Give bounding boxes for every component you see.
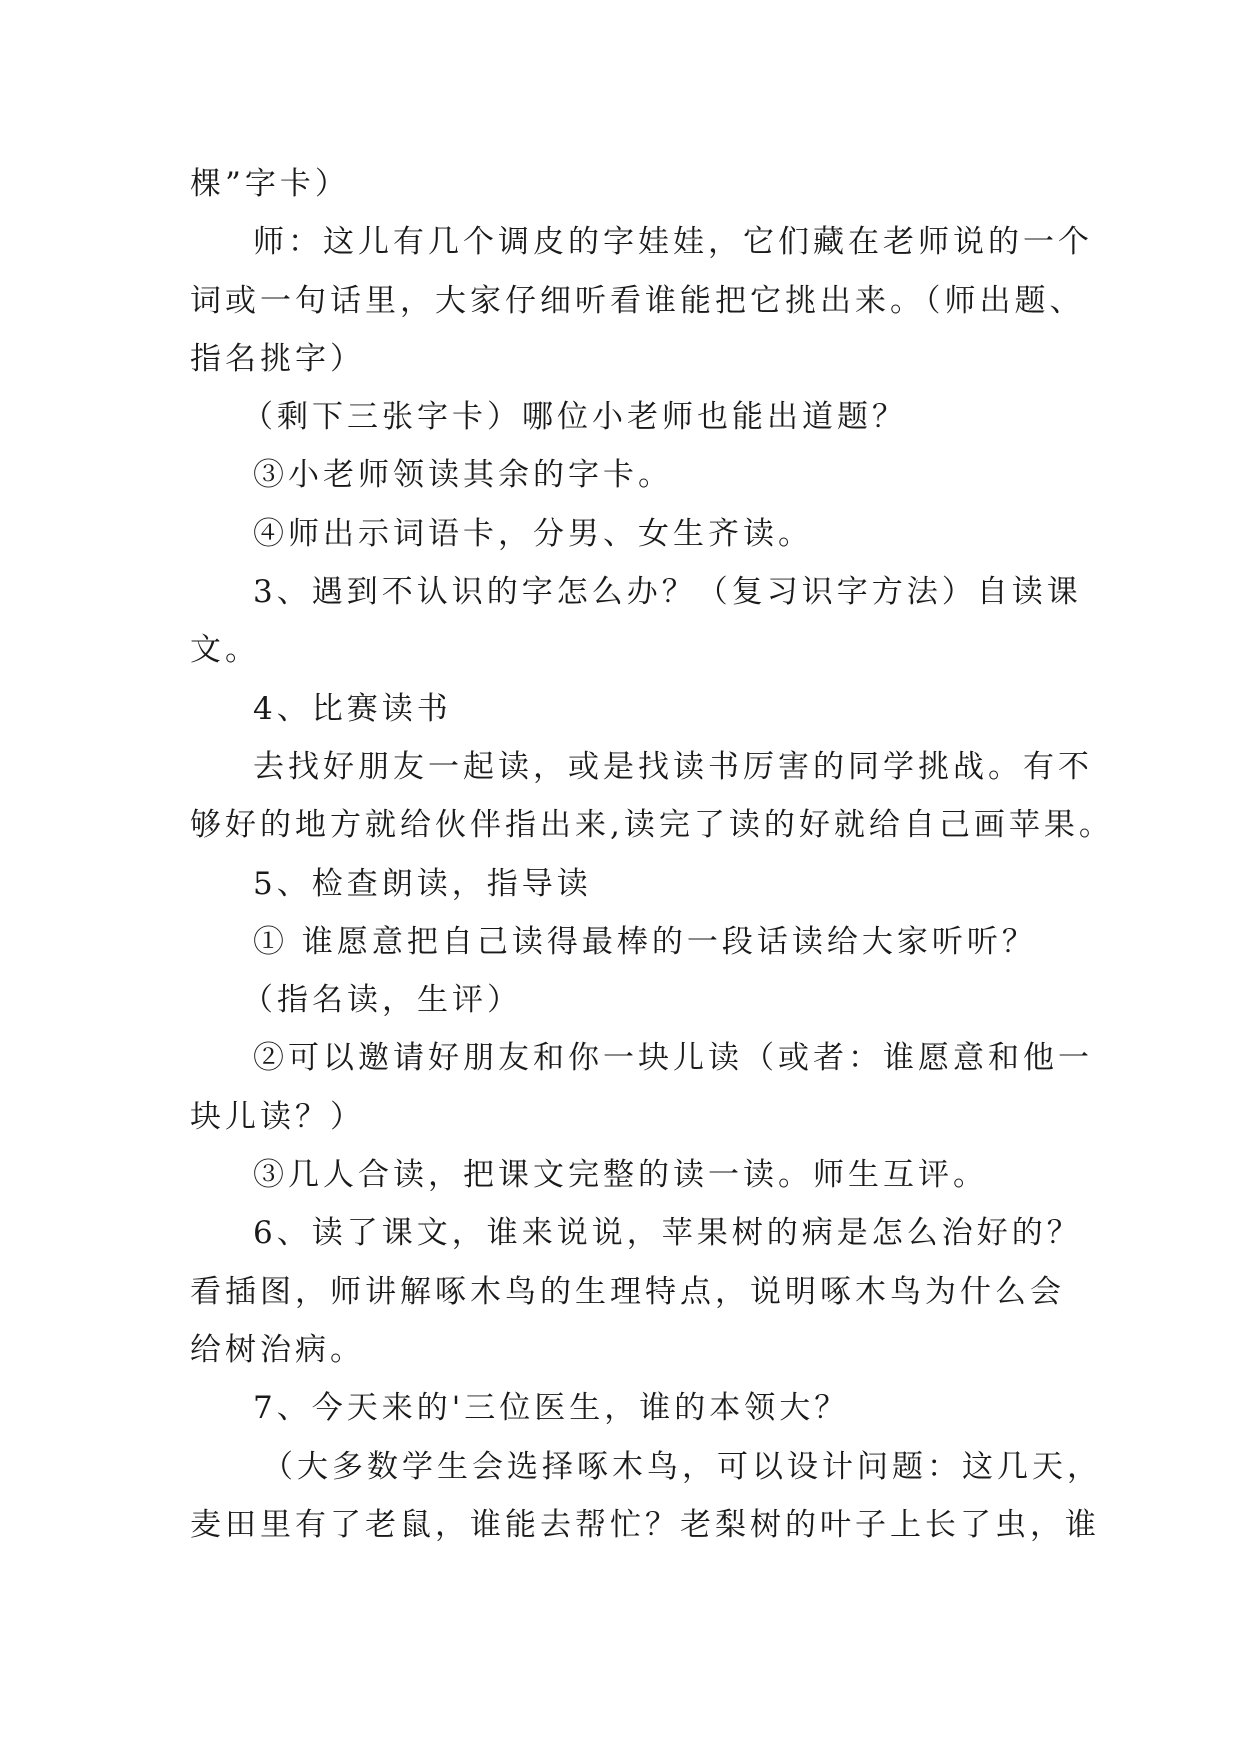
text-line: 看插图，师讲解啄木鸟的生理特点，说明啄木鸟为什么会: [190, 1273, 1065, 1310]
text-line: 文。: [190, 632, 260, 669]
text-line: 5、检查朗读，指导读: [253, 865, 592, 902]
text-line: 块儿读？）: [190, 1098, 365, 1135]
document-body: [190, 155, 1114, 1554]
text-line: （剩下三张字卡）哪位小老师也能出道题？: [242, 399, 907, 436]
text-line: 师：这儿有几个调皮的字娃娃，它们藏在老师说的一个: [253, 224, 1093, 261]
text-line: 去找好朋友一起读，或是找读书厉害的同学挑战。有不: [253, 748, 1093, 785]
text-line: 6、读了课文，谁来说说，苹果树的病是怎么治好的？: [253, 1215, 1082, 1252]
text-line: ① 谁愿意把自己读得最棒的一段话读给大家听听？: [253, 923, 1037, 960]
text-line: （大多数学生会选择啄木鸟，可以设计问题：这几天，: [262, 1448, 1102, 1485]
text-line: ②可以邀请好朋友和你一块儿读（或者：谁愿意和他一: [253, 1040, 1093, 1077]
text-line: ③几人合读，把课文完整的读一读。师生互评。: [253, 1157, 988, 1194]
text-line: ④师出示词语卡，分男、女生齐读。: [253, 515, 813, 552]
text-line: 指名挑字）: [190, 340, 365, 377]
text-line: 棵”字卡）: [190, 166, 350, 202]
text-line: 词或一句话里，大家仔细听看谁能把它挑出来。（师出题、: [190, 282, 1085, 319]
text-line: 7、今天来的'三位医生，谁的本领大？: [253, 1390, 850, 1427]
text-line: 给树治病。: [190, 1331, 365, 1368]
text-line: 麦田里有了老鼠，谁能去帮忙？老梨树的叶子上长了虫，谁: [190, 1506, 1100, 1543]
text-line: 够好的地方就给伙伴指出来,读完了读的好就给自己画苹果。: [190, 807, 1114, 844]
text-line: 3、遇到不认识的字怎么办？（复习识字方法）自读课: [253, 574, 1082, 611]
text-line: （指名读，生评）: [242, 982, 522, 1019]
text-line: 4、比赛读书: [253, 690, 452, 727]
text-line: ③小老师领读其余的字卡。: [253, 457, 673, 494]
